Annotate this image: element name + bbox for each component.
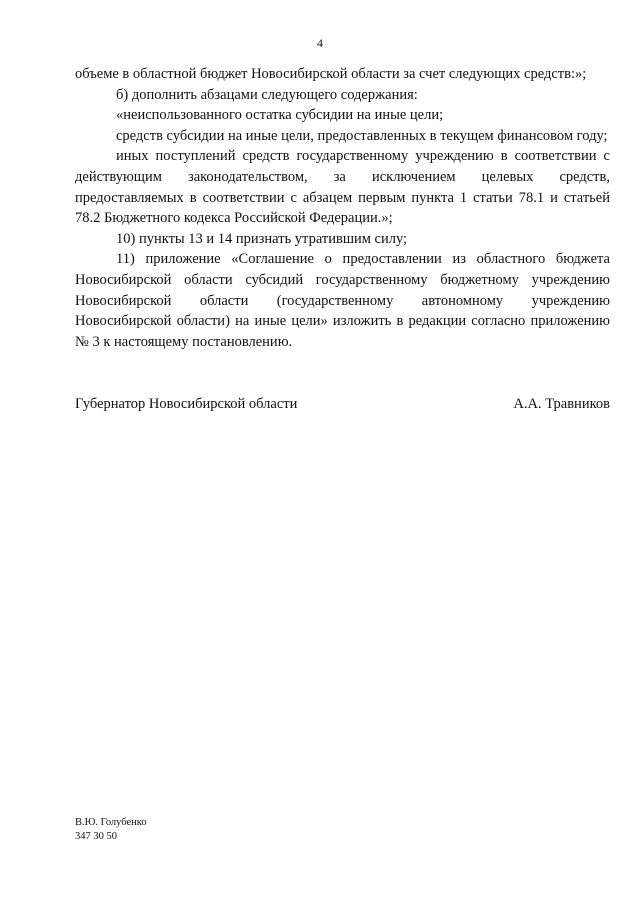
paragraph: средств субсидии на иные цели, предоставленных в текущем финансовом году;: [116, 127, 608, 144]
executor-block: [75, 816, 147, 844]
executor-phone: 347 30 50: [75, 831, 117, 842]
paragraph: «неиспользованного остатка субсидии на иные цели;: [116, 107, 444, 124]
paragraph: б) дополнить абзацами следующего содержания:: [116, 86, 418, 103]
signatory-position: Губернатор Новосибирской области: [75, 396, 298, 412]
paragraph: объеме в областной бюджет Новосибирской области за счет следующих средств:»;: [75, 66, 587, 82]
paragraph: иных поступлений средств государственному учреждению в соответствии с действующим законодательством, за исключением целевых средств, предоставляемых в соответствии с абзацем первым пункта 1 статьи 78.1 и статьей 78.2 Бюджетного кодекса Российской Федерации.»;: [75, 148, 610, 227]
signatory-name: А.А. Травников: [513, 396, 610, 412]
document-body: [75, 64, 610, 352]
executor-name: В.Ю. Голубенко: [75, 817, 147, 828]
paragraph: 11) приложение «Соглашение о предоставлении из областного бюджета Новосибирской области субсидий государственному бюджетному учреждению Новосибирской области (государственному автономному учреждению Новосибирской области) на иные цели» изложить в редакции согласно приложению № 3 к настоящему постановлению.: [75, 251, 610, 350]
paragraph: 10) пункты 13 и 14 признать утратившим силу;: [116, 230, 408, 247]
page-number: 4: [317, 36, 323, 50]
